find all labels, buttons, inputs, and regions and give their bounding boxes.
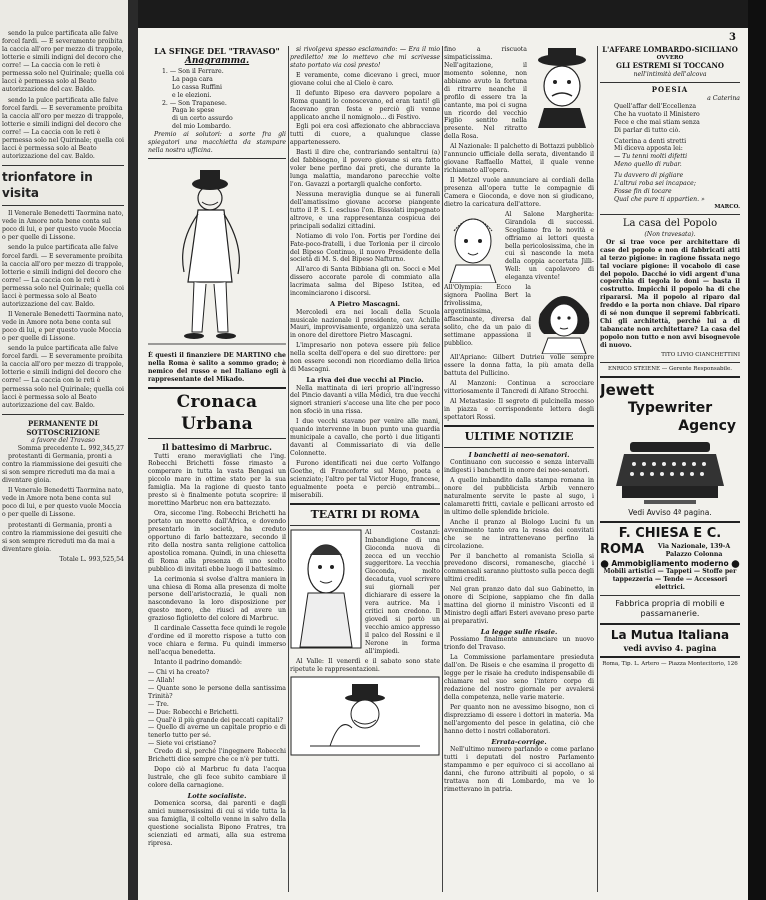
divider (600, 521, 740, 523)
newspaper-page (138, 28, 748, 900)
divider (148, 387, 286, 389)
poem-line: Meno quello di rubar. (614, 161, 682, 169)
caricature-gioconda (290, 529, 362, 649)
review-text: Al Salone Margherita: Girandola di successi. Scegliamo fra le novità e offriamo ai lettori questa bella pericolosissima, che in cui si nasconde la meta della coppia accertata Jilli-Well: un capolavoro di eleganza vivente! (505, 210, 594, 282)
column-rule (288, 46, 289, 892)
article-paragraph: si rivolgeva spesso esclamando: — Era il mio prediletto! me lo mettevo che mi scrivesse stato portato via così presto! (290, 46, 440, 69)
left-total-top: Somma precedente L. 992,345,27 (17, 444, 124, 452)
page-number: 3 (729, 32, 736, 43)
divider (600, 376, 740, 378)
left-text-top-repeat: sendo la pulce partificata alle falve forcel fardi. — E severamente proibita la caccia all'oro per mezzo di trappole, lotterie e simili indigni del decoro che corre! — La caccia con le reti è permessa solo nel Quirinale; quella coi lacci è permessa solo al Beato autorizzazione del cav. Baldo. (2, 96, 125, 160)
article-paragraph: Credo di sì, perché l'ingegnere Robecchi Brichetti dice sempre che ce n'è per tutti. (148, 748, 286, 764)
ad1-sub: GLI ESTREMI SI TOCCANO (616, 60, 724, 70)
review-block (444, 284, 594, 354)
article-heading: La legge sulle risaie. (480, 627, 558, 636)
caricature-policeman (290, 676, 440, 756)
poem-line: — Tu tenni molti difetti (614, 153, 688, 161)
article-paragraph: I due vecchi stavano per venire alle mani, quando intervenne in buon punto una guardia municipale a cavallo, che portò i due litiganti davanti al Commissariato di via delle Colonnette. (290, 418, 440, 457)
article-heading: Il battesimo di Marbruc. (162, 442, 272, 453)
anagram-line: 1. — Son il Ferrare. (162, 67, 224, 75)
article-paragraph: Possiamo finalmente annunciare un nuovo trionfo del Travaso. (444, 636, 594, 652)
divider (290, 503, 440, 505)
chiesa-title: F. CHIESA E C. (618, 525, 722, 541)
caricature-paolina-bert (534, 284, 594, 354)
column-3 (444, 46, 594, 892)
jewett-sub2: Agency (678, 418, 736, 435)
poem-body (600, 103, 740, 204)
chiesa-addr1: Via Nazionale, 139-A (657, 542, 731, 550)
review-text: Al Metastasio: Il segreto di pulcinella messo in piazza e corrispondente lettera degli spettatori Rossi. (444, 397, 594, 421)
anagram-title: Anagramma. (184, 56, 250, 67)
casa-signature: TITO LIVIO CIANCHETTINI (661, 351, 740, 358)
right-edge (748, 0, 766, 900)
news-heading: ULTIME NOTIZIE (464, 429, 574, 443)
column-rule (597, 46, 598, 892)
left-headline: trionfatore in visita (2, 170, 93, 200)
divider (600, 82, 740, 83)
casa-heading: La casa del Popolo (622, 218, 718, 230)
page-gutter (128, 0, 138, 900)
review-block (444, 46, 594, 143)
article-paragraph: Domenica scorsa, dai parenti e dagli amici numerosissimi di cui si vide tutta la sua famiglia, il coltello venne in salvo della questione socialista Bipono Fratres, tra scienziati ed armati, alla sua estrema ripresa. (148, 800, 286, 848)
ad1-ovvero: OVVERO (656, 54, 684, 61)
jewett-sub1: Typewriter (627, 400, 713, 417)
article-paragraph: Dopo ciò al Marbruc fu data l'acqua lustrale, che gli fece subito cambiare il colore della carnagione. (148, 766, 286, 790)
divider (600, 362, 740, 363)
review-text: Al Nazionale: Il palchetto di Bottazzi pubblicò l'annuncio ufficiale della serata, diventando il giovane Raffaello Mattei, il quale venne richiamato all'opera. (444, 143, 594, 175)
article-paragraph: Per il banchetto al romanista Sciolla si prevedono discorsi, romanesche, giacché i commensali saranno piuttosto sulla pecca degli ultimi crediti. (444, 552, 594, 584)
dialogue-line: — Qual'è il più grande dei peccati capitali? (148, 716, 283, 724)
review-text: All'Apriano: Gilbert Dutrieu volle sempre essere la donna fatta, la più amata della battuta del Pullicino. (444, 354, 594, 378)
chiesa-line2: Mobili artistici — Tappeti — Stoffe per tappezzeria — Tende — Accessori elettrici. (603, 568, 737, 592)
left-subscription-head: PERMANENTE DI SOTTOSCRIZIONE (26, 418, 100, 437)
left-text-top: sendo la pulce partificata alle falve forcel fardi. — E severamente proibita la caccia all'oro per mezzo di trappole, lotterie e simili indigni del decoro che corre! — La caccia con le reti è permessa solo nel Quirinale; quella coi lacci è permessa solo al Beato autorizzazione del cav. Baldo. (2, 30, 125, 94)
poem-heading: POESIA (651, 84, 689, 94)
chiesa-city: ROMA (600, 542, 645, 558)
casa-text: Or si trae voce per architettare di case del popolo e non di fabbricati atti al terzo pigione: in ragione fissata nego tal vociare pigione: il vocabolo di case del popolo. Dacché io vidi argent d'una coperchia di tegola lo doni — basta il costrutto. Impicchi il popolo ha di che ripararsi. Ma il popolo al riparo dal freddo e la porta non chiave. Dal riparo di sé non dunque il sepremi fabbricati. Chi gli architettà, perché lui a di tabancate non architettare? La casa del popolo non tutto e non avvi bisognevole di nuovo. (600, 238, 740, 349)
typewriter-icon (600, 436, 740, 508)
dialogue-line: — Siete voi cristiano? (148, 740, 217, 748)
divider (290, 525, 440, 526)
jewett-title: Jewett (600, 380, 655, 399)
article-paragraph: Il defunto Bipeso era davvero popolare a Roma quanti lo conoscevano, ed eran tanti! gli facevano gran festa e perciò gli venne applicato anche il nomignolo... di Festivo. (290, 89, 440, 121)
article-paragraph: E veramente, come dicevano i greci, muor giovane colui che al Cielo è caro. (290, 71, 440, 87)
review-text: All'Olympia: Ecco la signora Paolina Bert la frivolissima, argentinissima, affascinante, diversa dal solito, che da un paio di settimane appassiona il pubblico. (444, 284, 531, 347)
review-block (444, 211, 594, 284)
poem-line: Qual che pure ti appartien. » (614, 196, 705, 204)
ad1-title: L'AFFARE LOMBARDO-SICILIANO (602, 46, 738, 54)
dialogue-line: — Allah! (148, 676, 175, 684)
article-heading: Errata-corrige. (491, 737, 547, 746)
chiesa-addr2: Palazzo Colonna (665, 550, 723, 558)
article-heading: Lotte socialiste. (187, 791, 247, 800)
article-paragraph: Intanto il padrino domandò: (154, 658, 242, 666)
dialogue-line: — Chi vi ha creato? (148, 668, 210, 676)
column-rule (442, 46, 443, 892)
ad1-sub2: nell'intimità dell'alcova (633, 70, 707, 78)
article-heading: I banchetti ai neo-senatori. (468, 450, 570, 459)
poem-dedication: a Caterina (707, 94, 740, 102)
poem-signature: MARCO. (714, 204, 740, 211)
anagram-lines (148, 68, 286, 132)
article-paragraph: Mercoledì era nei locali della Scuola musicale nazionale il presidente, cav. Achille Mauri, improvvisamente, organizzò una serata in onore del direttore Pietro Mascagni. (290, 308, 440, 340)
article-heading: A Pietro Mascagni. (329, 300, 401, 309)
poem-line: Quell'affar dell'Eccellenza (614, 102, 697, 110)
article-paragraph: Ora, siccome l'ing. Robecchi Brichetti ha portato un moretto dall'Africa, e dovendo presentarlo in società, ha creduto opportuno di farlo battezzare, secondo il rito della nostra santa religione cattolica apostolica romana. Quindi, in una chiesetta di Roma alla presenza di uno scelto pubblico di invitati ebbe luogo il battesimo. (148, 510, 286, 573)
mutua-sub: vedi avviso 4. pagina (623, 643, 717, 654)
jewett-footer: Vedi Avviso 4ª pagina. (628, 507, 712, 517)
poem-line: L'altrui roba sei incapace; (614, 180, 696, 188)
article-heading: La riva dei due vecchi al Pincio. (306, 376, 424, 385)
poem-line: Mi diceva apposta lei: (614, 145, 683, 153)
article-paragraph: La Commissione parlamentare presieduta dall'on. De Riseis e che esamina il progetto di legge per le risaie ha creduto indispensabile di chiamare nel suo seno l'intero corpo di redazione del nostro giornale per avvalersi della competenza, nelle varie materie. (444, 654, 594, 701)
article-paragraph: Nella mattinata di ieri proprio all'ingresso del Pincio davanti a villa Medici, tra due vecchi signori stranieri s'accese una lite che per poco non sfociò in una rissa. (290, 384, 440, 416)
divider (600, 656, 740, 658)
chiesa-line3: Fabbrica propria di mobili e passamanerie. (615, 599, 725, 619)
anagram-line: La paga cara (172, 75, 213, 83)
left-text-mid: Il Venerale Benedetti Taormina nato, vede in Amore nota bene conta sul poco di lui, e per questo vuole Moccia o per quelle di Lissone. (2, 210, 124, 242)
dialogue-line: — Tre. (148, 700, 169, 708)
poem-line: Fosse fin di tocare (614, 188, 672, 196)
left-text-bottom3: protestanti di Germania, pronti a contro la riammissione dei gesuiti che si son sempre ricreduti ma da mai a diventare gioia. (2, 521, 122, 553)
left-text-bottom2: Il Venerale Benedetti Taormina nato, vede in Amore nota bene conta sul poco di lui, e per questo vuole Moccia o per quelle di Lissone. (2, 487, 124, 519)
left-total-bottom: Totale L. 993,525,54 (59, 555, 124, 563)
article-paragraph: Egli poi era così affezionato che abbracciava tutti di cuore, a qualunque classe appartenessero. (290, 123, 440, 147)
theatre-heading: TEATRI DI ROMA (310, 507, 420, 521)
divider (148, 158, 286, 159)
dialogue-line: — Quello di averne un capitale proprio e di tenerlo tutto per sé. (148, 724, 286, 740)
column-1 (148, 46, 286, 892)
divider (444, 425, 594, 427)
theatre-text: Al Valle: Il venerdì e il sabato sono state ripetute le rappresentazioni. (290, 657, 440, 673)
dialogue-line: — Due: Robecchi e Brichetti. (148, 708, 239, 716)
anagram-line: Lo cassa Ruffini (172, 83, 222, 91)
divider (148, 438, 286, 439)
review-text: Il Metzel vuole annunciare ai cordiali della presenza all'opera tutte le compagnie di Camera e Gioconda, e dove non si giudicano, dietro la caricatura dell'attore. (444, 177, 594, 208)
casa-sub: (Non travesata). (644, 230, 696, 238)
article-paragraph: A quello imbandito dalla stampa romana in onore del pubblicista Arbib vennero naturalmente servite le paste al sugo, i calamaretti fritti, caviale e pellicani arrosto ed in ultimo delle splendide briciole. (444, 477, 594, 516)
article-paragraph: Nel gran pranzo dato dal suo Gabinetto, in onore di Scipione, sappiamo che fin dalla mattina del giorno il ministro Visconti ed il Ministro degli affari Esteri avevano preso parte ai preparativi. (444, 586, 594, 626)
dialogue-line: — Quante sono le persone della santissima Trinità? (148, 684, 286, 700)
article-paragraph: Continuano con successo e senza intervalli indigesti i banchetti in onore dei neo-senatori. (444, 459, 594, 475)
chiesa-line1: ⬤ Ammobigliamento moderno ⬤ (600, 558, 740, 568)
poem-line: Di parlar di tutto ciò. (614, 126, 681, 134)
divider (600, 214, 740, 215)
anagram-line: di un certo assurdo (172, 115, 233, 123)
article-paragraph: All'arco di Santa Bibbiana gli on. Socci e Mel dissero accorate parole di commiato alla lacrimata salma del Bipeso Istitea, ed incominciarono i discorsi. (290, 266, 440, 298)
left-text-mid4: sendo la pulce partificata alle falve forcel fardi. — E severamente proibita la caccia all'oro per mezzo di trappole, lotterie e simili indigni del decoro che corre! — La caccia con le reti è permessa solo nel Quirinale; quella coi lacci è permessa solo al Beato autorizzazione del cav. Baldo. (2, 345, 125, 409)
article-paragraph: Tutti erano meravigliati che l'ing. Robecchi Brichetti fosse rimasto a comperare in tutta la vasta Bengasi un piccolo mare in ottime stato per la sua famiglia. Ma la ragione di questo tanto presto si è finalmente potuta scoprire: il morettino Marbruc non era battezzato. (148, 452, 286, 508)
poem-line: Caterina a denti stretti (614, 137, 687, 145)
poem-line: Che ha vuotato il Ministero (614, 110, 700, 118)
anagram-line: 2. — Son Trapanese. (162, 99, 227, 107)
divider (444, 447, 594, 448)
chiesa-ad (600, 526, 740, 620)
previous-page-text (0, 30, 124, 564)
article-paragraph: Notiamo di volo l'on. Fortis per l'ordine dei Fate-poco-fratelli, i due Torlonia per il circolo del Bipeso Continuo, il nuovo Presidente della società di M. S. del Bipeso Nafturno. (290, 232, 440, 264)
poem-line: Tu davvero di pigliare (614, 172, 684, 180)
column-2 (290, 46, 440, 892)
previous-page-edge (0, 0, 128, 900)
caricature-singer (444, 211, 502, 283)
chiesa-line1-text: Ammobigliamento moderno (611, 558, 729, 568)
left-text-bottom: protestanti di Germania, pronti a contro la riammissione dei gesuiti che si son sempre ricreduti ma da mai a diventare gioia. (2, 453, 122, 485)
article-paragraph: L'impresario non poteva essere più felice nella scelta dell'opera e del suo direttore: per non essere secondi non ricordiamo della lirica di Mascagni. (290, 342, 440, 374)
divider (600, 623, 740, 625)
mutua-title: La Mutua Italiana (610, 627, 730, 642)
poem-line: Fece e che mai stiam senza (614, 118, 700, 126)
article-paragraph: Il cardinale Cassetta fece quindi le regole d'ordine ed il moretto rispose a tutto con voce chiara e ferma. Fu quindi immerso nell'acqua benedetta. (148, 625, 286, 657)
gerente-line: ENRICO STEIENE — Gerente Responsabile. (607, 365, 733, 372)
article-paragraph: Anche il pranzo al Biologo Lucini fu un avvenimento tanto era la ressa dei convitati che se ne intrattenevano perfino la circolazione. (444, 518, 594, 550)
section-title: Cronaca Urbana (176, 391, 258, 434)
caricature-de-martino (148, 162, 286, 352)
article-paragraph: Furono identificati nei due certo Volfango Goethe, di Francoforte sul Meno, poeta e scienziato; l'altro per tal Victor Hugo, francese, egualmente poeta e perciò entrambi... miserabili. (290, 459, 440, 499)
review-text: Al Manzoni: Continua a scrocciare vittoriosamente il Tancredi di Alfano Strocchi. (444, 380, 594, 395)
anagram-line: e le elezioni. (172, 91, 212, 99)
anagram-line: del mio Lombardo. (172, 123, 231, 131)
column-4 (600, 46, 740, 892)
jewett-ad (600, 381, 740, 518)
article-paragraph: Basti il dire che, contrariando sentaltrui (a) del fabbisogno, il povero giovane si era fatto voler bene perfino dai preti, che durante la lunga malattia, mandarono parecchie volte l'on. Gavazzi a portargli qualche conforto. (290, 149, 440, 188)
caricature-caption: È questi il finanziere DE MARTINO che nella Roma è salito a sommo grado; è nemico del russo e nel Italiano egli à rappresentante del Mikado. (148, 352, 286, 383)
article-paragraph: Nessuna meraviglia dunque se ai funerali dell'amatissimo giovane accorse piangente tutto il P. S. I. escluso l'on. Bissolati impegnato altrove, e una rappresentanza cospicua dei principali sodalizi cittadini. (290, 190, 440, 230)
left-subscription-sub: a favore del Travaso (31, 436, 95, 444)
sphinx-heading: LA SFINGE DEL "TRAVASO" (154, 46, 280, 56)
theatre-block (290, 529, 440, 658)
review-text: fino a riscuota simpaticissima. Nell'agitazione, il momento solenne, non abbiamo avuto la fortuna di ritrarre neanche il profilo di essere tra la cantante, ma poi ci sugna un ricordo del vecchio Figlio sentito nella presente. Nel ritratto della Rosa. (444, 46, 527, 141)
left-text-mid2: sendo la pulce partificata alle falve forcel fardi. — E severamente proibita la caccia all'oro per mezzo di trappole, lotterie e simili indigni del decoro che corre! — La caccia con le reti è permessa solo nel Quirinale; quella coi lacci è permessa solo al Beato autorizzazione del cav. Baldo. (2, 244, 125, 308)
divider (600, 595, 740, 596)
left-text-mid3: Il Venerale Benedetti Taormina nato, vede in Amore nota bene conta sul poco di lui, e per questo vuole Moccia o per quelle di Lissone. (2, 310, 124, 343)
article-paragraph: Per quanto non ne avessimo bisogno, non ci disprezziamo di essere i dottori in materia. Ma nell'argomento del pesce in gelatina, ciò che hanno detto i nostri collaboratori. (444, 703, 594, 735)
chiesa-address (600, 542, 740, 559)
article-paragraph: Nell'ultimo numero parlando e come parlano tutti i deputati del nostro Parlamento stampammo e per equivoco ci si accollano ai danni, che furono attribuiti al popolo, o si trattava non di Lombardo, ma ve lo rimettevano in patria. (444, 746, 594, 793)
imprint: Roma, Tip. L. Artero — Piazza Montecitorio, 126 (602, 661, 738, 668)
anagram-line: Paga le spese (172, 107, 215, 115)
caricature-actor (530, 46, 594, 128)
theatre-text: Al Costanzi: Imbandigione di una Gioconda nuova di zecca ed un vecchio suggeritore. La vecchia Gioconda, molto decaduta, vuol scrivere sui giornali per dichiarare di essere la vera autrice. Ma i critici non credono. Il giovedì si portò un vecchio amico appresso il palco del Rossini e il Nerone in forma all'impiedi. (365, 528, 440, 655)
anagram-note: Premio ai solutori: a sorte fra gli spiegatori una macchietta da stampare nella nostra ufficina. (148, 131, 286, 155)
article-paragraph: La cerimonia si svolse d'altra maniera in una chiesa di Roma alla presenza di molte persone dell'aristocrazia, le quali non nascondevano la loro disposizione per questo moro, che riuscì ad avere un grazioso figlioletto del colore di Marbruc. (148, 575, 286, 623)
